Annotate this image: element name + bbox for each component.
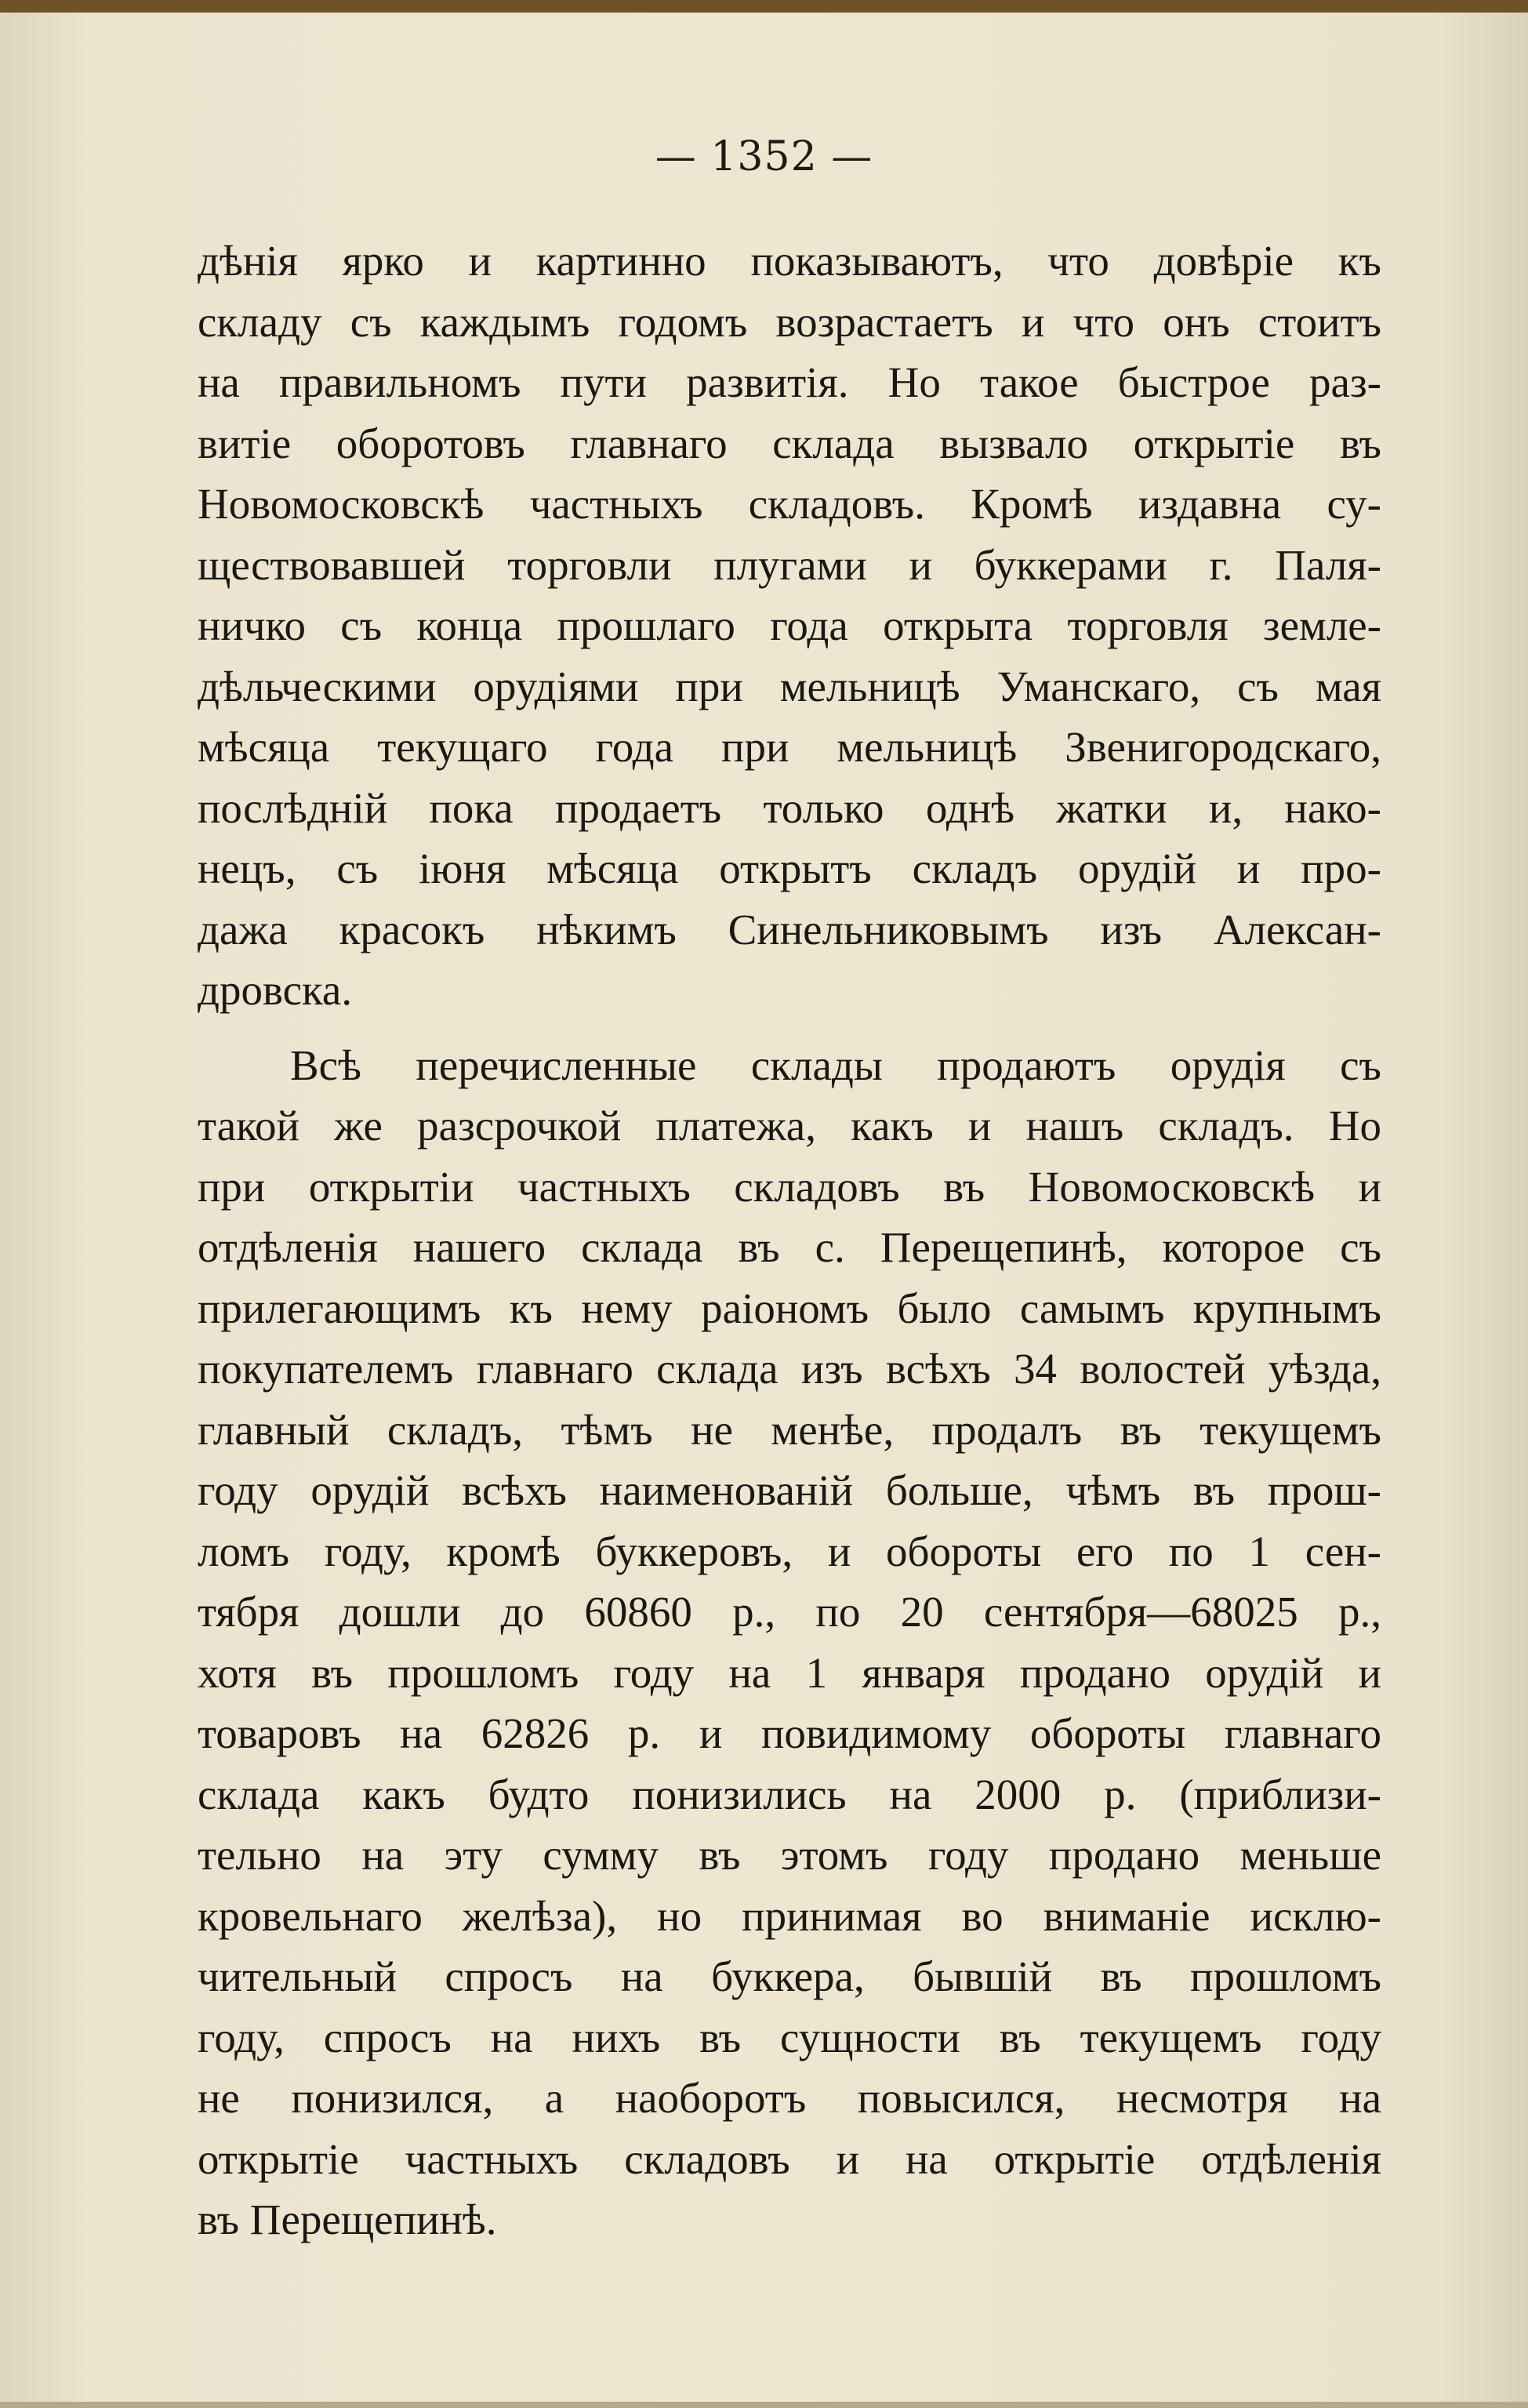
page-number: — 1352 — xyxy=(655,133,873,180)
text-line: складу съ каждымъ годомъ возрастаетъ и что онъ стоитъ xyxy=(198,297,1381,346)
text-line: тельно на эту сумму въ этомъ году продано меньше xyxy=(198,1831,1381,1879)
text-line: дѣнія ярко и картинно показываютъ, что довѣріе къ xyxy=(198,237,1381,285)
text-line: на правильномъ пути развитія. Но такое быстрое раз- xyxy=(198,358,1381,406)
text-line: хотя въ прошломъ году на 1 января продано орудій и xyxy=(198,1648,1381,1697)
text-line: ничко съ конца прошлаго года открыта торговля земле- xyxy=(198,601,1381,649)
text-line: ломъ году, кромѣ буккеровъ, и обороты его по 1 сен- xyxy=(198,1527,1381,1575)
text-line: дровска. xyxy=(198,966,353,1014)
text-line: кровельнаго желѣза), но принимая во вниманіе исклю- xyxy=(198,1891,1381,1940)
text-line: такой же разсрочкой платежа, какъ и нашъ складъ. Но xyxy=(198,1102,1381,1150)
text-line: главный складъ, тѣмъ не менѣе, продалъ въ текущемъ xyxy=(198,1405,1381,1454)
text-line: не понизился, а наоборотъ повысился, несмотря на xyxy=(198,2074,1381,2122)
text-line: дажа красокъ нѣкимъ Синельниковымъ изъ Алексан- xyxy=(198,905,1381,953)
page-top-edge xyxy=(0,0,1528,13)
text-line: послѣдній пока продаетъ только однѣ жатки и, нако- xyxy=(198,783,1381,832)
text-line: нецъ, съ іюня мѣсяца открытъ складъ орудій и про- xyxy=(198,844,1381,892)
text-line: мѣсяца текущаго года при мельницѣ Звенигородскаго, xyxy=(198,723,1381,771)
text-line: Всѣ перечисленные склады продаютъ орудія съ xyxy=(290,1041,1381,1089)
text-line: Новомосковскѣ частныхъ складовъ. Кромѣ издавна су- xyxy=(198,480,1381,528)
text-line: прилегающимъ къ нему раіономъ было самымъ крупнымъ xyxy=(198,1284,1381,1332)
text-line: ществовавшей торговли плугами и буккерами г. Паля- xyxy=(198,540,1381,589)
text-line: въ Перещепинѣ. xyxy=(198,2196,497,2243)
text-line: отдѣленія нашего склада въ с. Перещепинѣ, которое съ xyxy=(198,1223,1381,1271)
text-line: открытіе частныхъ складовъ и на открытіе отдѣленія xyxy=(198,2134,1381,2183)
text-line: дѣльческими орудіями при мельницѣ Уманскаго, съ мая xyxy=(198,662,1381,710)
text-line: году орудій всѣхъ наименованій больше, чѣмъ въ прош- xyxy=(198,1466,1381,1514)
text-line: покупателемъ главнаго склада изъ всѣхъ 34 волостей уѣзда, xyxy=(198,1345,1381,1393)
text-line: витіе оборотовъ главнаго склада вызвало открытіе въ xyxy=(198,419,1381,467)
text-line: тября дошли до 60860 р., по 20 сентября—68025 р., xyxy=(198,1588,1381,1636)
text-line: при открытіи частныхъ складовъ въ Новомосковскѣ и xyxy=(198,1162,1381,1211)
text-line: товаровъ на 62826 р. и повидимому обороты главнаго xyxy=(198,1709,1381,1757)
paragraph-gap xyxy=(198,1021,1381,1035)
page-bottom-edge xyxy=(0,2402,1528,2408)
paragraph-1 xyxy=(198,231,1381,1021)
text-line: склада какъ будто понизились на 2000 р. (приблизи- xyxy=(198,1770,1381,1818)
text-line: чительный спросъ на буккера, бывшій въ прошломъ xyxy=(198,1952,1381,2000)
body-text xyxy=(198,231,1381,2250)
paragraph-2 xyxy=(198,1035,1381,2250)
text-line: году, спросъ на нихъ въ сущности въ текущемъ году xyxy=(198,2013,1381,2061)
